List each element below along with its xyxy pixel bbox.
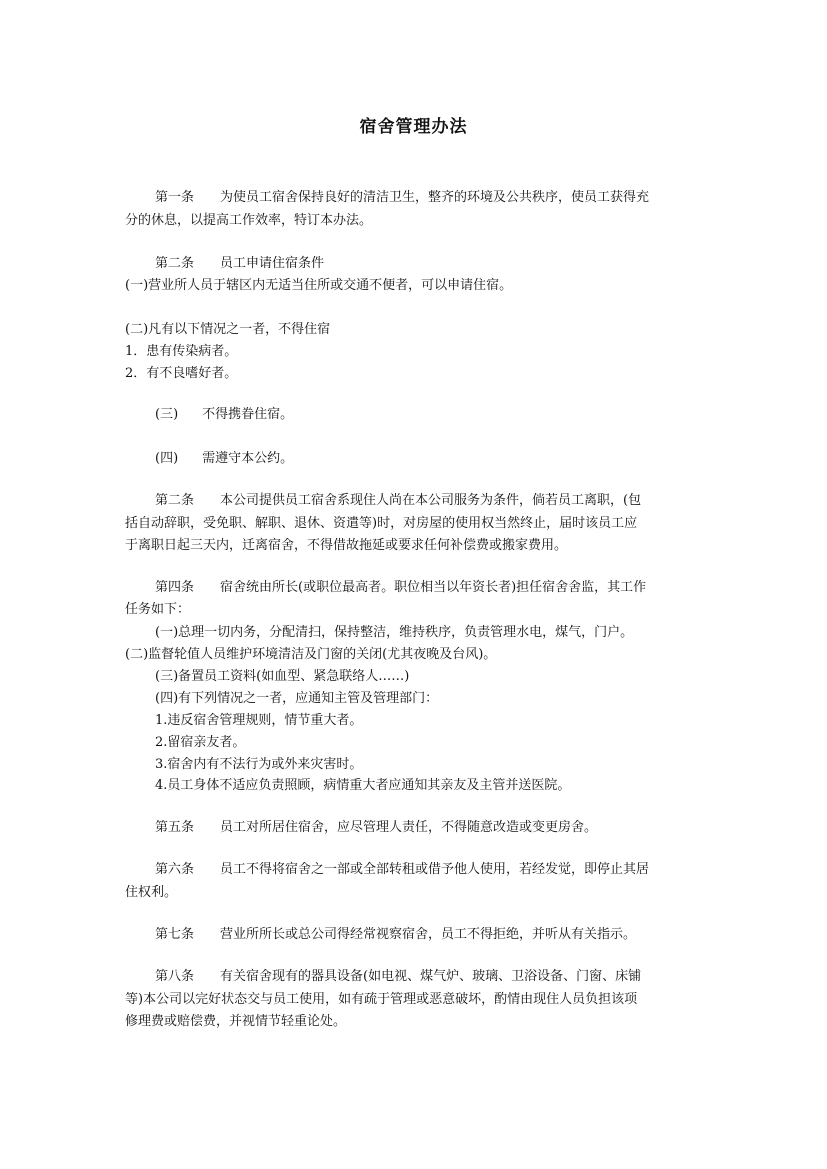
article-2-line (155, 256, 735, 272)
article-4-line-2: 任务如下： (125, 602, 191, 617)
article-4-sub-1: 1.违反宿舍管理规则，情节重大者。 (155, 713, 363, 728)
article-1-line (155, 190, 735, 206)
article-2-item-1: (一)营业所人员于辖区内无适当住所或交通不便者，可以申请住宿。 (125, 278, 513, 293)
article-4-line (155, 580, 735, 596)
article-8-label: 第八条 (155, 969, 195, 984)
article-5-text: 员工对所居住宿舍，应尽管理人责任，不得随意改造或变更房舍。 (220, 820, 598, 835)
article-3-label: 第二条 (155, 493, 195, 508)
article-2-item-2: (二)凡有以下情况之一者，不得住宿 (125, 322, 331, 337)
article-4-sub-2: 2.留宿亲友者。 (155, 735, 246, 750)
article-2-item-4-label: (四) (155, 451, 179, 466)
article-6-line (155, 862, 735, 878)
article-1-label: 第一条 (155, 190, 195, 205)
article-4-duty-4: (四)有下列情况之一者，应通知主管及管理部门： (155, 691, 439, 706)
article-7-label: 第七条 (155, 927, 195, 942)
article-7-text: 营业所所长或总公司得经常视察宿舍，员工不得拒绝，并听从有关指示。 (220, 927, 637, 942)
article-8-line-3: 修理费或赔偿费，并视情节轻重论处。 (125, 1014, 347, 1029)
article-4-duty-2: (二)监督轮值人员维护环境清洁及门窗的关闭(尤其夜晚及台风)。 (125, 647, 497, 662)
article-4-label: 第四条 (155, 580, 195, 595)
article-2-item-3-label: (三) (155, 407, 179, 422)
article-4-duty-1: (一)总理一切内务，分配清扫，保持整洁，维持秩序，负责管理水电，煤气，门户。 (155, 625, 634, 640)
article-8-line-2: 等)本公司以完好状态交与员工使用，如有疏于管理或恶意破坏，酌情由现住人员负担该项 (125, 992, 638, 1007)
article-6-label: 第六条 (155, 862, 195, 877)
article-5-line (155, 820, 735, 836)
article-4-text: 宿舍统由所长(或职位最高者。职位相当以年资长者)担任宿舍舍监，其工作 (220, 580, 647, 595)
article-3-line-3: 于离职日起三天内，迁离宿舍，不得借故拖延或要求任何补偿费或搬家费用。 (125, 538, 568, 553)
article-3-line-2: 括自动辞职，受免职、解职、退休、资遣等)时，对房屋的使用权当然终止，届时该员工应 (125, 516, 638, 531)
article-2-item-3-text: 不得携眷住宿。 (202, 407, 294, 422)
article-5-label: 第五条 (155, 820, 195, 835)
article-2-sub-1: 1．患有传染病者。 (125, 344, 238, 359)
article-1-line-2: 分的休息，以提高工作效率，特订本办法。 (125, 213, 373, 228)
article-2-heading: 员工申请住宿条件 (220, 256, 325, 271)
article-2-item-4-text: 需遵守本公约。 (202, 451, 294, 466)
article-2-label: 第二条 (155, 256, 195, 271)
article-3-text: 本公司提供员工宿舍系现住人尚在本公司服务为条件，倘若员工离职，(包 (220, 493, 642, 508)
article-4-duty-3: (三)备置员工资料(如血型、紧急联络人……) (155, 669, 410, 684)
article-4-sub-4: 4.员工身体不适应负责照顾，病情重大者应通知其亲友及主管并送医院。 (155, 778, 571, 793)
page-title: 宿舍管理办法 (359, 117, 468, 137)
article-8-line (155, 969, 735, 985)
article-2-sub-2: 2．有不良嗜好者。 (125, 366, 238, 381)
article-6-line-2: 住权利。 (125, 885, 178, 900)
article-2-item-4 (155, 451, 735, 467)
article-8-text: 有关宿舍现有的器具设备(如电视、煤气炉、玻璃、卫浴设备、门窗、床铺 (220, 969, 642, 984)
article-7-line (155, 927, 735, 943)
article-4-sub-3: 3.宿舍内有不法行为或外来灾害时。 (155, 757, 363, 772)
article-2-item-3 (155, 407, 735, 423)
article-1-text: 为使员工宿舍保持良好的清洁卫生，整齐的环境及公共秩序，使员工获得充 (220, 190, 650, 205)
article-3-line (155, 493, 735, 509)
article-6-text: 员工不得将宿舍之一部或全部转租或借予他人使用，若经发觉，即停止其居 (220, 862, 650, 877)
